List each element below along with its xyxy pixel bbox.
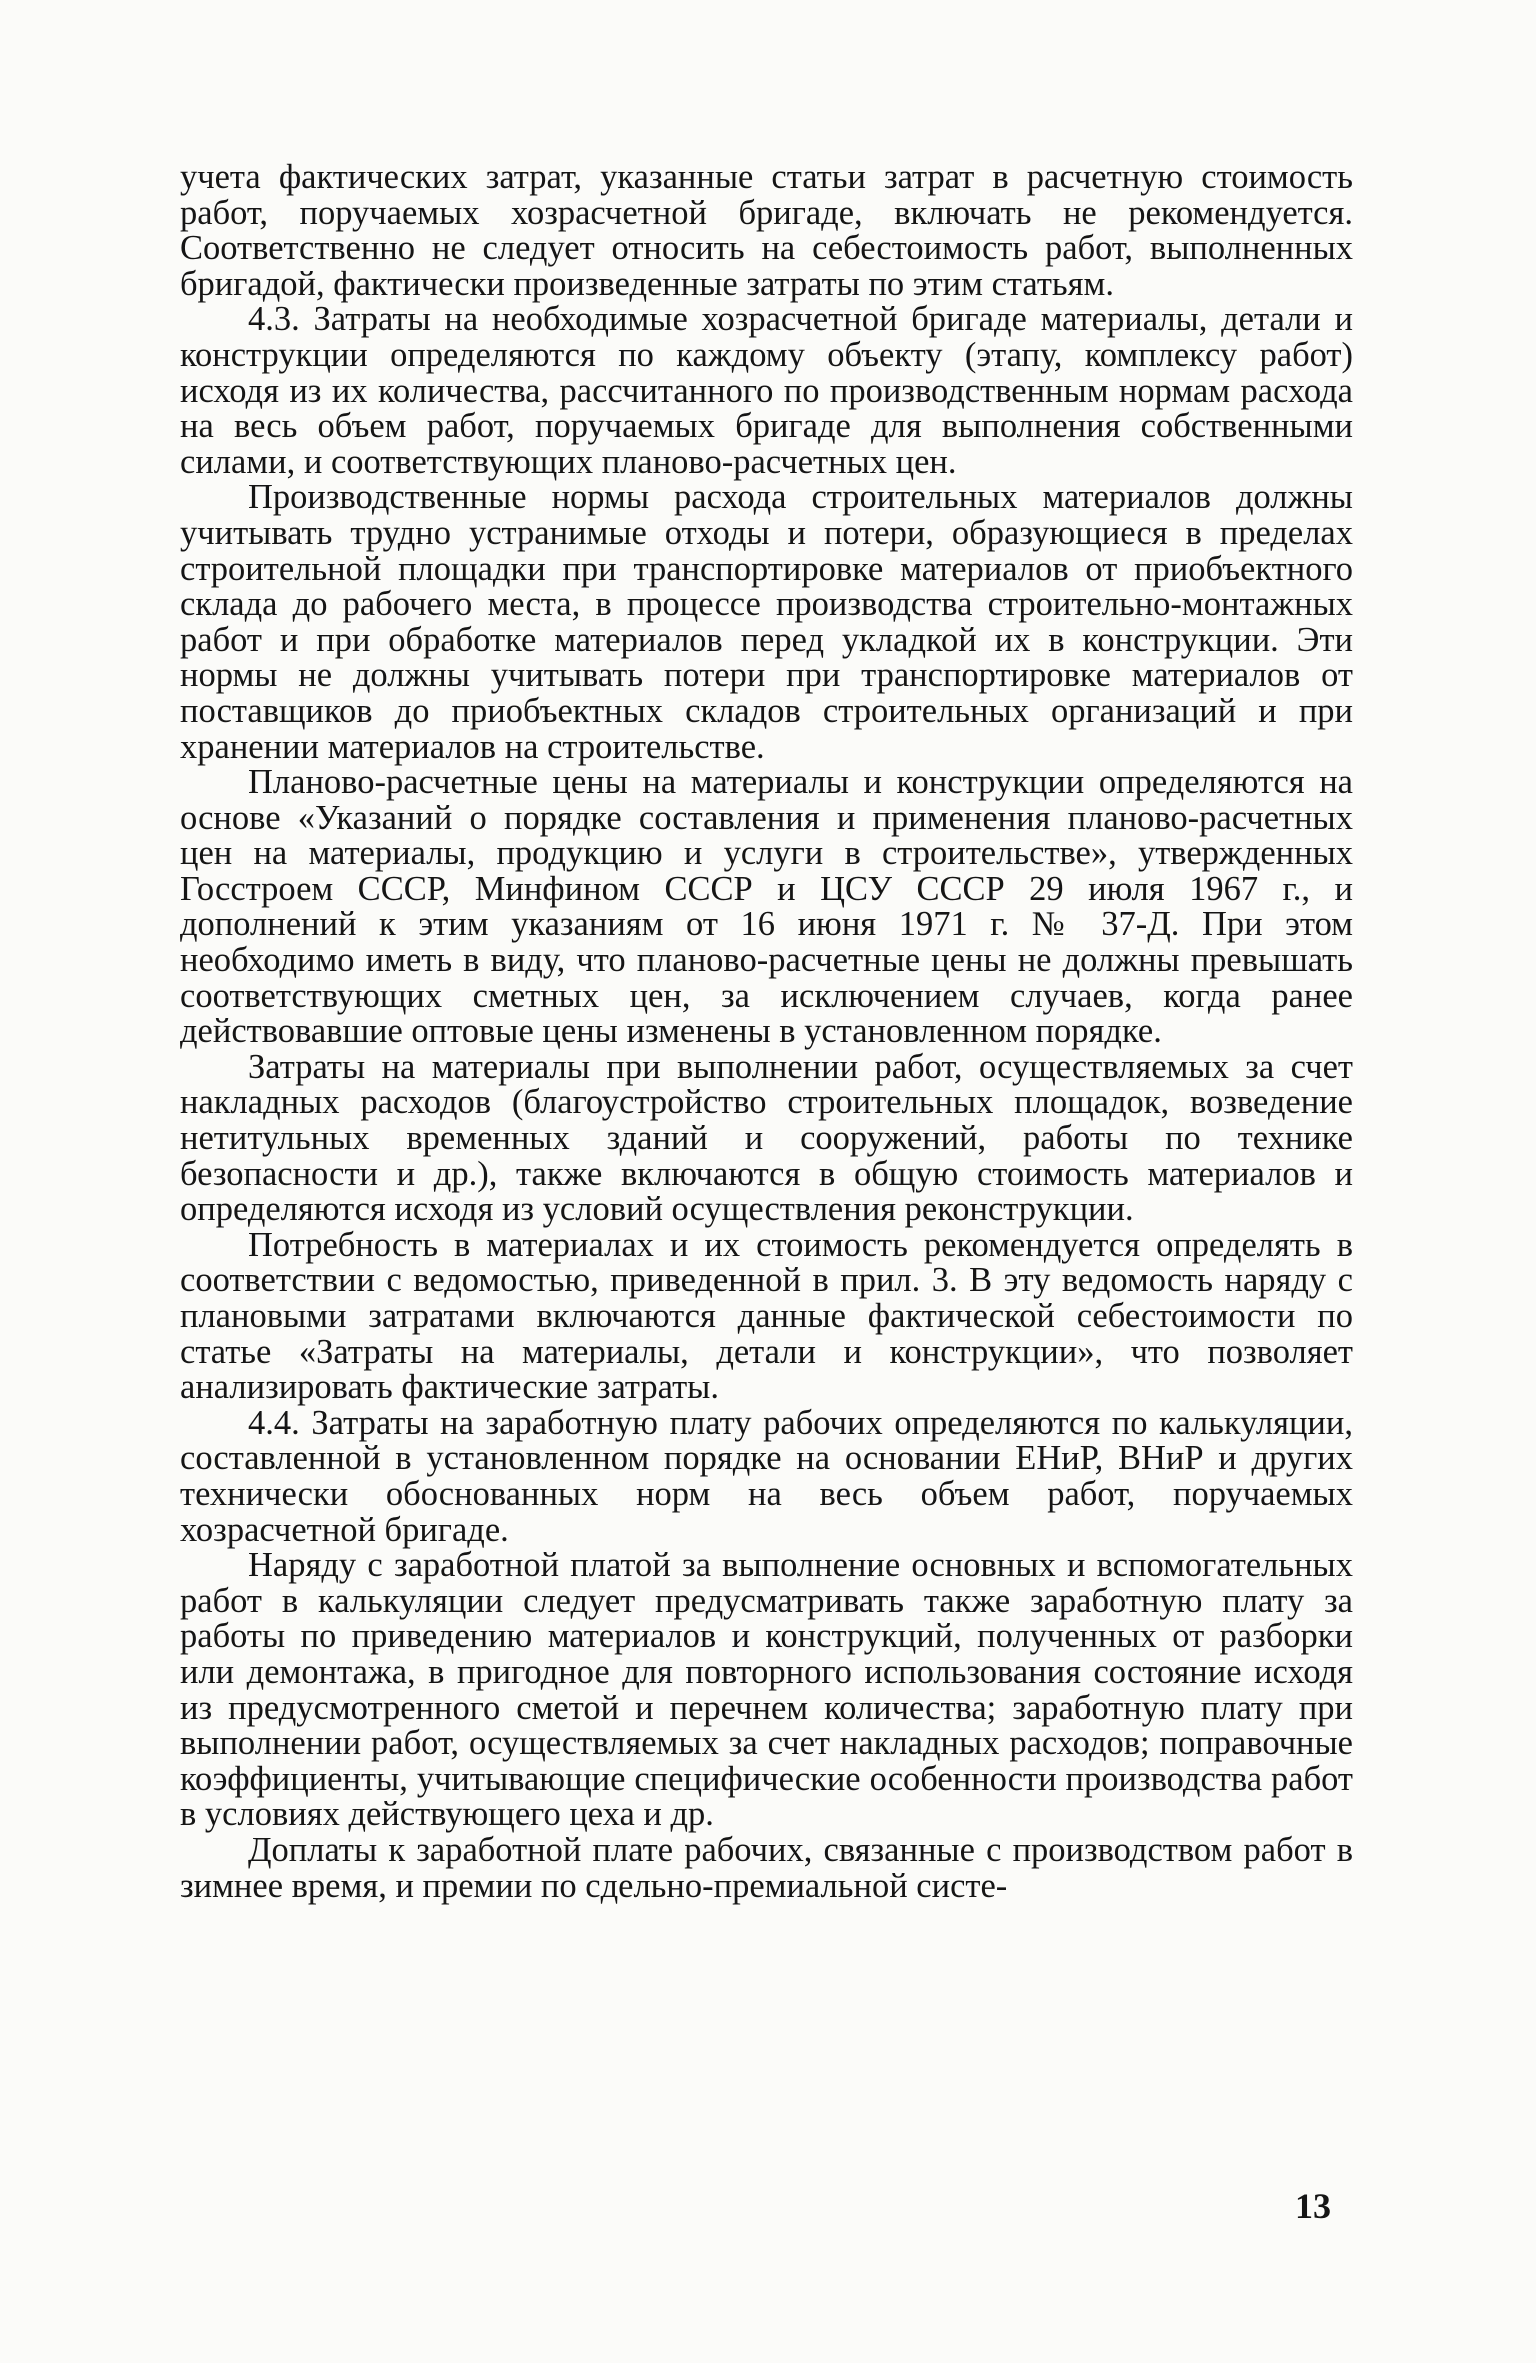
- paragraph-2: 4.3. Затраты на необходимые хозрасчетной бригаде материалы, детали и конструкции определяются по каждому объекту (этапу, комплексу работ) исходя из их количества, рассчитанного по производственным нормам расхода на весь объем работ, поручаемых бригаде для выполнения собственными силами, и соответствующих планово-расчетных цен.: [180, 300, 1353, 481]
- paragraph-4: Планово-расчетные цены на материалы и конструкции определяются на основе «Указаний о порядке составления и применения планово-расчетных цен на материалы, продукцию и услуги в строительстве», утвержденных Госстроем СССР, Минфином СССР и ЦСУ СССР 29 июля 1967 г., и дополнений к этим указаниям от 16 июня 1971 г. № 37-Д. При этом необходимо иметь в виду, что планово-расчетные цены не должны превышать соответствующих сметных цен, за исключением случаев, когда ранее действовавшие оптовые цены изменены в установленном порядке.: [180, 763, 1353, 1051]
- page-number: 13: [1295, 2186, 1331, 2226]
- paragraph-9: Доплаты к заработной плате рабочих, связанные с производством работ в зимнее время, и премии по сдельно-премиальной систе-: [180, 1830, 1353, 1905]
- paragraph-5: Затраты на материалы при выполнении работ, осуществляемых за счет накладных расходов (благоустройство строительных площадок, возведение нетитульных временных зданий и сооружений, работы по технике безопасности и др.), также включаются в общую стоимость материалов и определяются исходя из условий осуществления реконструкции.: [180, 1047, 1353, 1229]
- paragraph-3: Производственные нормы расхода строительных материалов должны учитывать трудно устранимые отходы и потери, образующиеся в пределах строительной площадки при транспортировке материалов от приобъектного склада до рабочего места, в процессе производства строительно-монтажных работ и при обработке материалов перед укладкой их в конструкции. Эти нормы не должны учитывать потери при транспортировке материалов от поставщиков до приобъектных складов строительных организаций и при хранении материалов на строительстве.: [180, 478, 1353, 766]
- paragraph-8: Наряду с заработной платой за выполнение основных и вспомогательных работ в калькуляции следует предусматривать также заработную плату за работы по приведению материалов и конструкций, полученных от разборки или демонтажа, в пригодное для повторного использования состояние исходя из предусмотренного сметой и перечнем количества; заработную плату при выполнении работ, осуществляемых за счет накладных расходов; поправочные коэффициенты, учитывающие специфические особенности производства работ в условиях действующего цеха и др.: [180, 1546, 1353, 1834]
- paragraph-6: Потребность в материалах и их стоимость рекомендуется определять в соответствии с ведомостью, приведенной в прил. 3. В эту ведомость наряду с плановыми затратами включаются данные фактической себестоимости по статье «Затраты на материалы, детали и конструкции», что позволяет анализировать фактические затраты.: [180, 1225, 1353, 1407]
- paragraph-1: учета фактических затрат, указанные статьи затрат в расчетную стоимость работ, поручаемых хозрасчетной бригаде, включать не рекомендуется. Соответственно не следует относить на себестоимость работ, выполненных бригадой, фактически произведенные затраты по этим статьям.: [180, 158, 1353, 303]
- body-text: [180, 160, 1353, 1904]
- paragraph-7: 4.4. Затраты на заработную плату рабочих определяются по калькуляции, составленной в установленном порядке на основании ЕНиР, ВНиР и других технически обоснованных норм на весь объем работ, поручаемых хозрасчетной бригаде.: [180, 1403, 1353, 1549]
